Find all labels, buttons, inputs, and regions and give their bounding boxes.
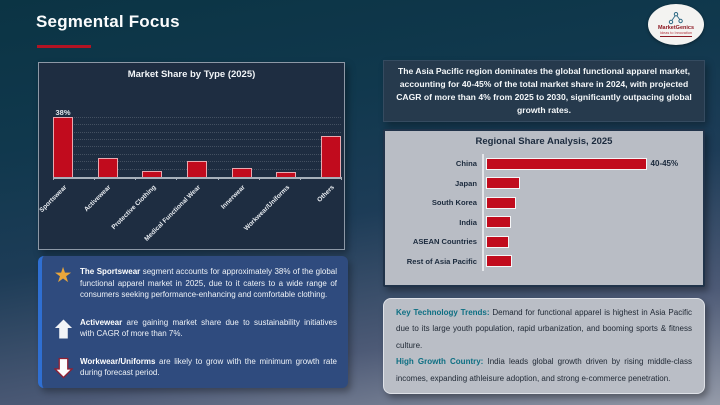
x-axis-label: Workwear/Uniforms — [243, 184, 292, 233]
x-axis-label: Sportswear — [37, 184, 68, 214]
hbar-zone — [482, 213, 703, 233]
hbar — [486, 255, 512, 267]
note-lead: Key Technology Trends: — [396, 308, 490, 317]
hbar — [486, 177, 520, 189]
page-title: Segmental Focus — [36, 12, 180, 31]
hbar-zone — [482, 252, 703, 272]
logo-tagline: Ideas to Innovation — [659, 31, 693, 36]
note-body: Demand for functional apparel is highest in Asia Pacific due to its large youth population, rapid urbanization, and booming sports & fitness culture. — [396, 308, 692, 350]
axis-tick — [341, 177, 342, 180]
molecule-icon — [666, 12, 686, 25]
note-paragraph — [396, 305, 692, 354]
insight-body: segment accounts for approximately 38% of the global functional apparel market in 2025, due to it caters to a wide range of consumers seeking performance-enhancing and comfortable clothing. — [80, 267, 338, 300]
note-lead: High Growth Country: — [396, 357, 484, 367]
hbar-label: India — [459, 217, 477, 227]
logo — [648, 4, 704, 45]
hbar-zone — [482, 154, 703, 174]
column-bar — [98, 158, 118, 177]
insight-text — [80, 317, 337, 340]
hbar — [486, 236, 509, 248]
column-bar — [276, 172, 296, 177]
hbar-row — [385, 154, 703, 174]
hbar-value-label: 40-45% — [650, 159, 679, 169]
insight-lead: Workwear/Uniforms — [80, 356, 156, 366]
star-icon-wrap — [46, 266, 80, 286]
arrow-up-icon — [54, 318, 73, 340]
axis-tick — [94, 177, 95, 180]
insight-row — [46, 266, 337, 301]
apac-summary-text: The Asia Pacific region dominates the global functional apparel market, accounting for 40-45% of the total market share in 2024, with projected CAGR of more than 4% from 2025 to 2030, significantly outpacing global growth rates. — [396, 66, 692, 115]
column-chart-x-axis — [37, 184, 341, 246]
column-bar — [321, 136, 341, 177]
regional-share-chart-panel — [383, 129, 705, 287]
insight-row — [46, 317, 337, 340]
axis-tick — [218, 177, 219, 180]
hbar — [486, 158, 647, 170]
note-body: India leads global growth driven by rising middle-class incomes, expanding athleisure adoption, and strong e-commerce penetration. — [396, 357, 693, 383]
arrow-up-icon-wrap — [46, 317, 80, 340]
hbar-label: ASEAN Countries — [412, 237, 477, 247]
hbar-label: South Korea — [431, 198, 477, 208]
column-chart-plot — [53, 108, 341, 179]
x-axis-label: Protective Clothing — [110, 184, 158, 232]
insight-lead: The Sportswear — [80, 267, 141, 276]
hbar-row — [385, 174, 703, 194]
axis-tick — [300, 177, 301, 180]
hbar-label: Rest of Asia Pacific — [406, 256, 477, 266]
insight-body: are gaining market share due to sustainability initiatives with CAGR of more than 7%. — [80, 317, 337, 339]
regional-share-rows — [385, 154, 703, 271]
title-underline — [37, 45, 91, 48]
market-share-chart-title: Market Share by Type (2025) — [127, 69, 256, 80]
axis-tick — [176, 177, 177, 180]
axis-tick — [53, 177, 54, 180]
hbar — [486, 197, 516, 209]
x-axis-label: Medical Functional Wear — [143, 184, 202, 243]
logo-name: MarketGenics — [657, 24, 695, 31]
segment-insights-box — [38, 256, 348, 388]
axis-tick — [259, 177, 260, 180]
arrow-down-icon-wrap — [46, 356, 80, 379]
column-bar — [232, 168, 252, 177]
hbar-row — [385, 213, 703, 233]
insight-text — [80, 266, 337, 301]
regional-share-chart-title: Regional Share Analysis, 2025 — [475, 136, 613, 147]
insight-row — [46, 356, 337, 379]
insight-body: are likely to grow with the minimum growth rate during forecast period. — [80, 356, 337, 378]
hbar-label: China — [455, 159, 477, 169]
column-bar — [53, 108, 73, 177]
market-share-chart-panel — [38, 62, 345, 250]
hbar-label: Japan — [455, 178, 477, 188]
bar-data-label: 38% — [55, 108, 71, 118]
column-bars — [53, 108, 341, 177]
apac-summary-callout — [383, 60, 705, 122]
hbar-row — [385, 193, 703, 213]
insight-lead: Activewear — [80, 317, 123, 327]
hbar-zone — [482, 174, 703, 194]
hbar-row — [385, 232, 703, 252]
note-paragraph — [396, 354, 692, 387]
hbar — [486, 216, 511, 228]
x-axis-label: Others — [316, 184, 336, 204]
column-bar — [142, 171, 162, 177]
star-icon: ★ — [53, 264, 73, 287]
column-bar — [187, 161, 207, 177]
axis-tick — [135, 177, 136, 180]
regional-notes-box — [383, 298, 705, 394]
hbar-zone — [482, 232, 703, 252]
arrow-down-icon — [54, 357, 73, 379]
hbar-row — [385, 252, 703, 272]
hbar-zone — [482, 193, 703, 213]
x-axis-label: Innerwear — [219, 184, 247, 211]
insight-text — [80, 356, 337, 379]
x-axis-label: Activewear — [83, 184, 113, 214]
